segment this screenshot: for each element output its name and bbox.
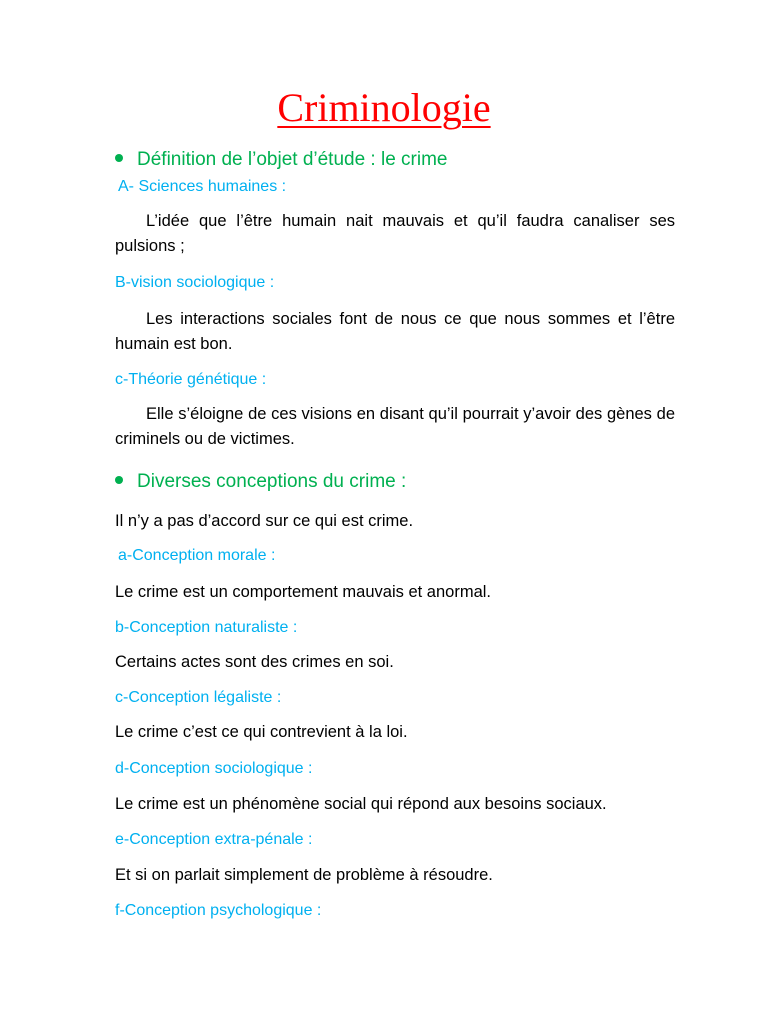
section-heading-text: Diverses conceptions du crime : [137, 471, 407, 492]
paragraph-theorie-genetique: Elle s’éloigne de ces visions en disant qu’il pourrait y’avoir des gènes de criminels ou de victimes. [115, 405, 675, 448]
intro-text: Il n’y a pas d’accord sur ce qui est crime. [115, 512, 414, 530]
subheading-conception-morale: a-Conception morale : [118, 547, 276, 564]
bullet-icon [115, 154, 123, 162]
paragraph-sciences-humaines: L’idée que l’être humain nait mauvais et qu’il faudra canaliser ses pulsions ; [115, 212, 675, 255]
text-conception-naturaliste: Certains actes sont des crimes en soi. [115, 653, 394, 671]
text-conception-sociologique: Le crime est un phénomène social qui répond aux besoins sociaux. [115, 795, 607, 813]
page-title: Criminologie [277, 85, 491, 130]
text-conception-extra-penale: Et si on parlait simplement de problème à résoudre. [115, 866, 493, 884]
subheading-conception-extra-penale: e-Conception extra-pénale : [115, 831, 313, 848]
subheading-sciences-humaines: A- Sciences humaines : [118, 178, 287, 195]
text-conception-legaliste: Le crime c’est ce qui contrevient à la loi. [115, 723, 408, 741]
subheading-vision-sociologique: B-vision sociologique : [115, 274, 275, 291]
section-heading-conceptions [115, 470, 675, 494]
subheading-theorie-genetique: c-Théorie génétique : [115, 371, 267, 388]
bullet-icon [115, 476, 123, 484]
subheading-conception-naturaliste: b-Conception naturaliste : [115, 619, 298, 636]
subheading-conception-legaliste: c-Conception légaliste : [115, 689, 282, 706]
section-heading-definition [115, 148, 675, 172]
section-heading-text: Définition de l’objet d’étude : le crime [137, 149, 448, 170]
subheading-conception-sociologique: d-Conception sociologique : [115, 760, 313, 777]
paragraph-vision-sociologique: Les interactions sociales font de nous ce que nous sommes et l’être humain est bon. [115, 310, 675, 353]
subheading-conception-psychologique: f-Conception psychologique : [115, 902, 322, 919]
text-conception-morale: Le crime est un comportement mauvais et anormal. [115, 583, 491, 601]
